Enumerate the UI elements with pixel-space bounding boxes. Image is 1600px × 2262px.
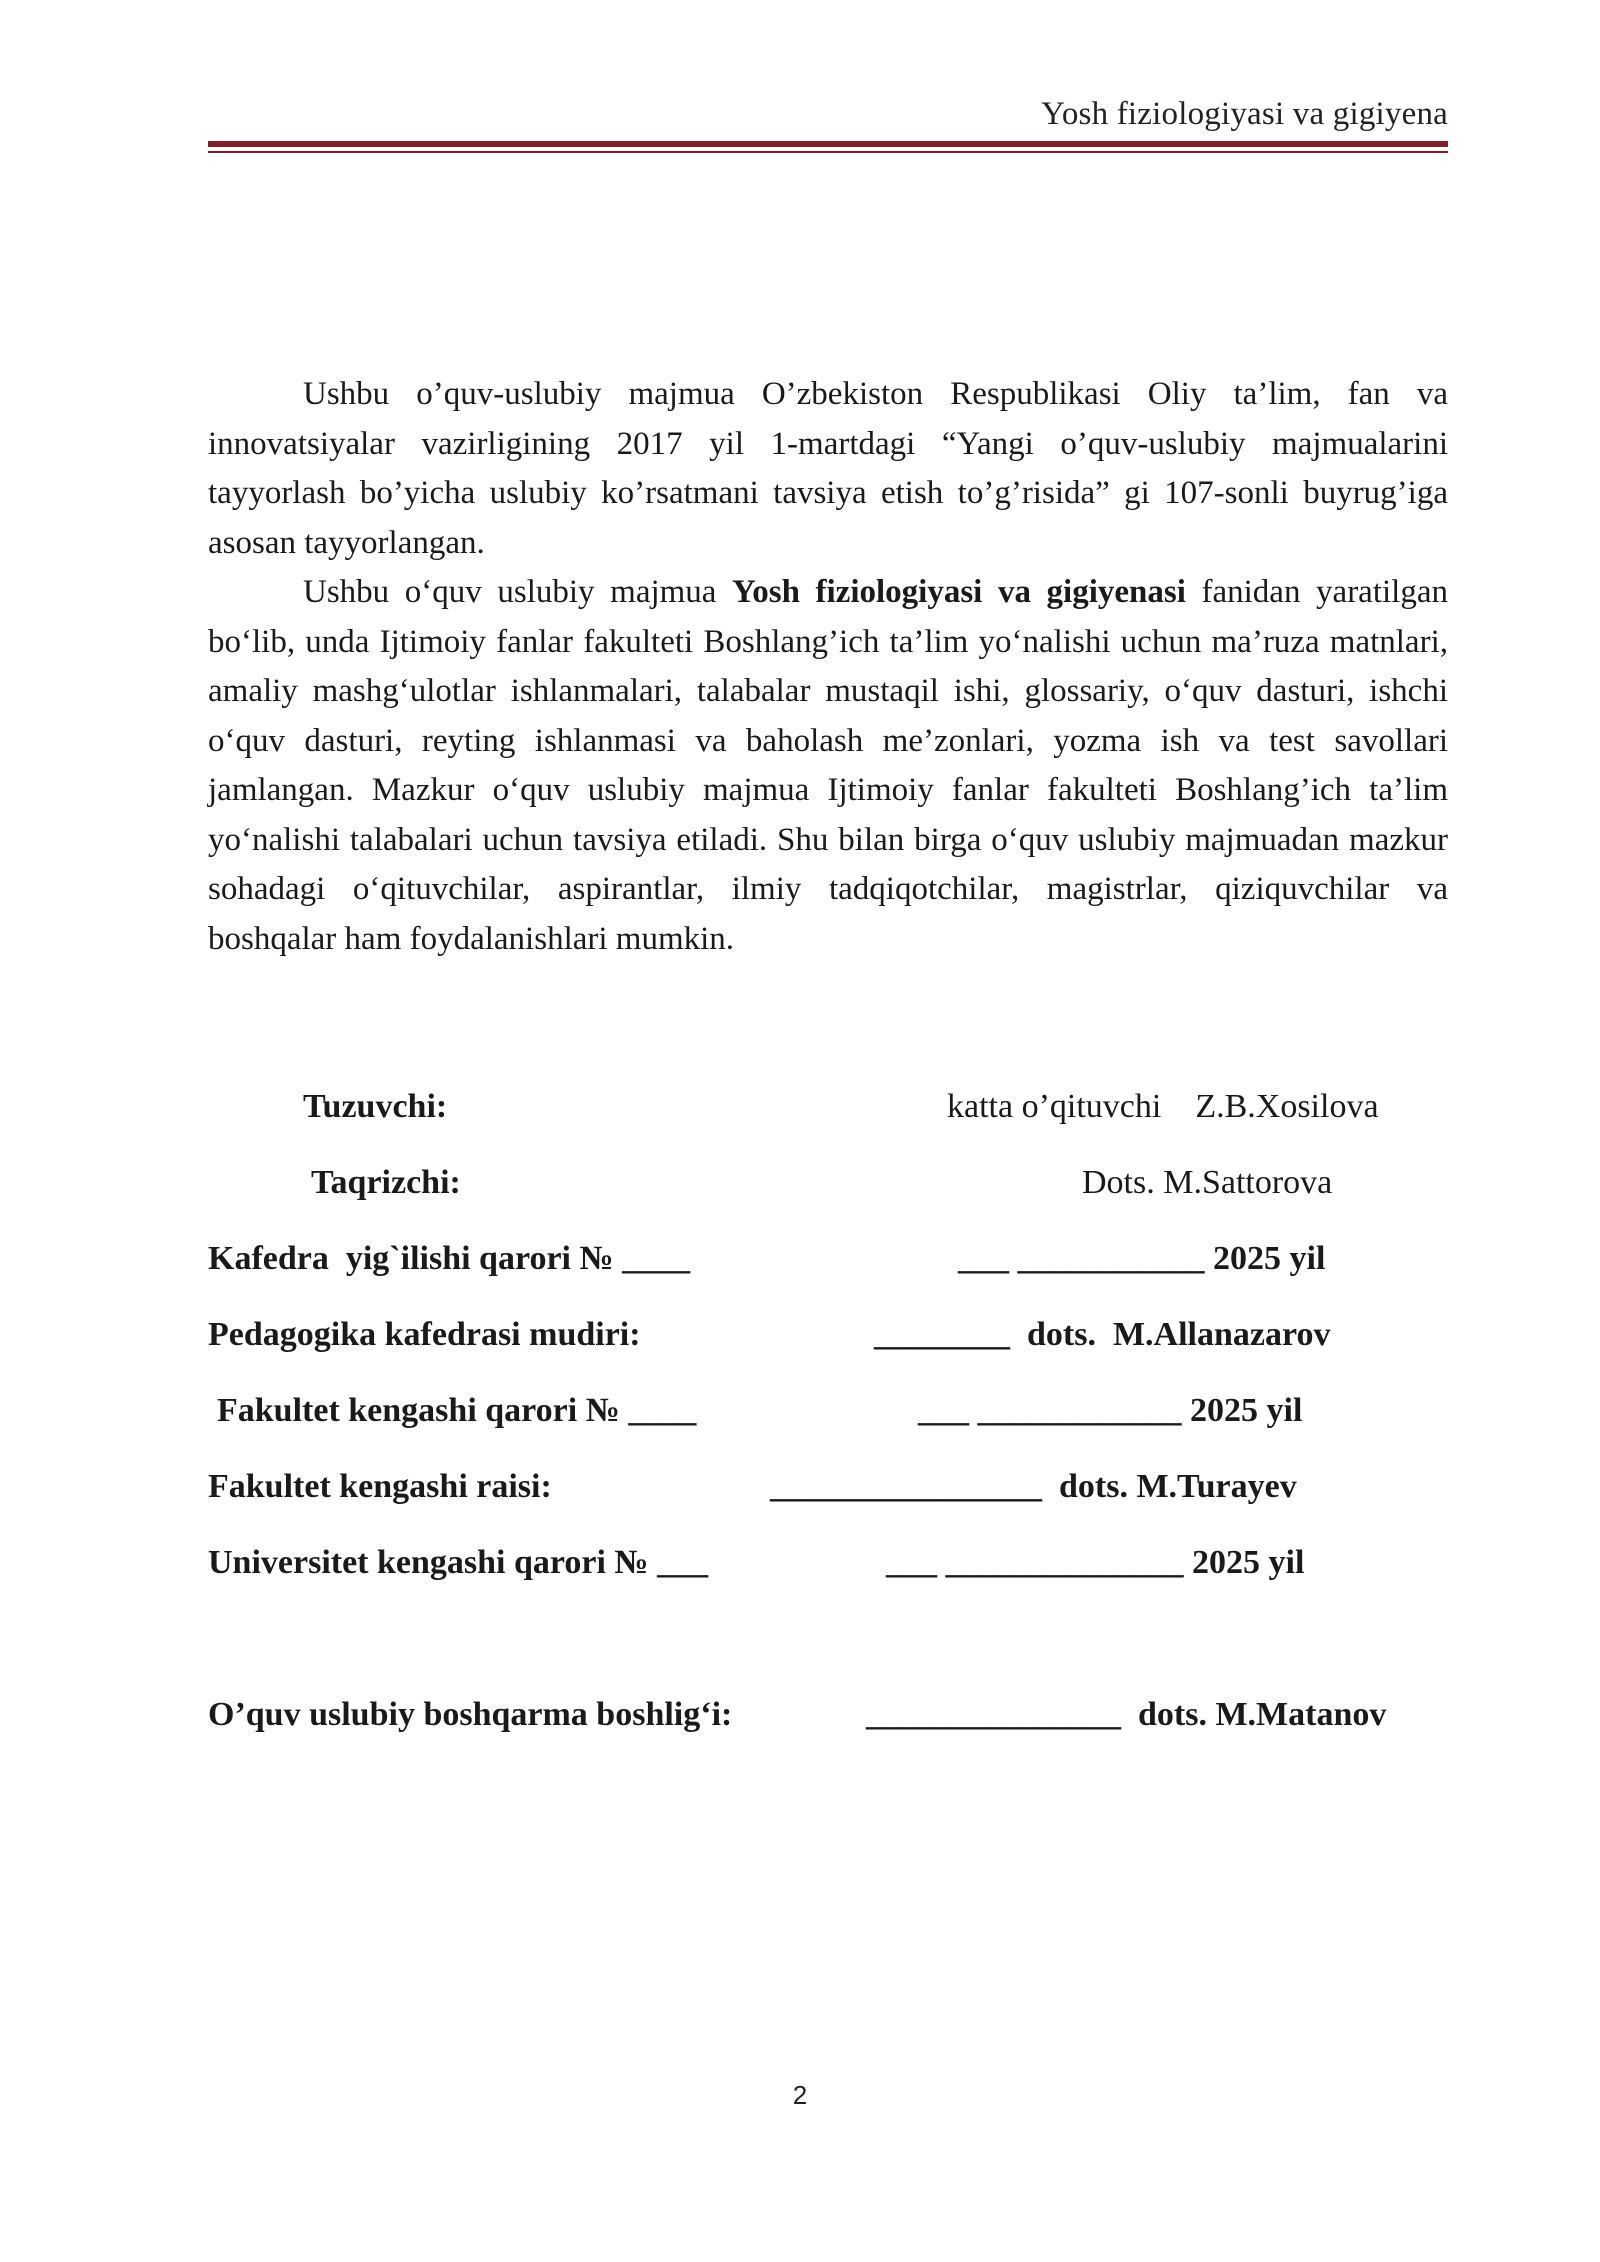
compiler-value: katta o’qituvchi Z.B.Xosilova bbox=[947, 1088, 1379, 1125]
department-head-label: Pedagogika kafedrasi mudiri: bbox=[208, 1316, 641, 1353]
faculty-chair-label: Fakultet kengashi raisi: bbox=[208, 1468, 552, 1505]
reviewer-label: Taqrizchi: bbox=[311, 1164, 461, 1201]
header-rule-thin bbox=[208, 151, 1448, 153]
edu-department-head-value: _______________ dots. M.Matanov bbox=[866, 1696, 1387, 1733]
header-rule-thick bbox=[208, 141, 1448, 147]
department-meeting-value: ___ ___________ 2025 yil bbox=[958, 1240, 1326, 1277]
course-title-bold: Yosh fiziologiyasi va gigiyenasi bbox=[732, 574, 1186, 610]
edu-department-head-label: O’quv uslubiy boshqarma boshlig‘i: bbox=[208, 1696, 733, 1733]
paragraph-2-end: fanidan yaratilgan bo‘lib, unda Ijtimoiy fanlar fakulteti Boshlang’ich ta’lim yo‘nalishi uchun ma’ruza matnlari, amaliy mashg‘ulotlar ishlanmalari, talabalar mustaqil ishi, glossariy, o‘quv dasturi, ishchi o‘quv dasturi, reyting ishlanmasi va baholash me’zonlari, yozma ish va test savollari jamlangan. Mazkur o‘quv uslubiy majmua Ijtimoiy fanlar fakulteti Boshlang’ich ta’lim yo‘nalishi talabalari uchun tavsiya etiladi. Shu bilan birga o‘quv uslubiy majmuadan mazkur sohadagi o‘qituvchilar, aspirantlar, ilmiy tadqiqotchilar, magistrlar, qiziquvchilar va boshqalar ham foydalanishlari mumkin. bbox=[208, 574, 1448, 957]
department-head-value: ________ dots. M.Allanazarov bbox=[874, 1316, 1331, 1353]
compiler-label: Tuzuvchi: bbox=[303, 1088, 448, 1125]
body-text bbox=[208, 370, 1448, 964]
university-council-value: ___ ______________ 2025 yil bbox=[886, 1544, 1305, 1581]
reviewer-value: Dots. M.Sattorova bbox=[1082, 1164, 1333, 1201]
paragraph-1: Ushbu o’quv-uslubiy majmua O’zbekiston Respublikasi Oliy ta’lim, fan va innovatsiyalar vazirligining 2017 yil 1-martdagi “Yangi o’quv-uslubiy majmualarini tayyorlash bo’yicha uslubiy ko’rsatmani tavsiya etish to’g’risida” gi 107-sonli buyrug’iga asosan tayyorlangan. bbox=[208, 376, 1448, 561]
faculty-council-label: Fakultet kengashi qarori № ____ bbox=[217, 1392, 697, 1429]
paragraph-2-start: Ushbu o‘quv uslubiy majmua bbox=[303, 574, 733, 610]
faculty-council-value: ___ ____________ 2025 yil bbox=[918, 1392, 1303, 1429]
page-number: 2 bbox=[792, 2080, 808, 2110]
department-meeting-label: Kafedra yig`ilishi qarori № ____ bbox=[208, 1240, 691, 1277]
running-header-title: Yosh fiziologiyasi va gigiyena bbox=[1041, 96, 1448, 132]
paragraph-2 bbox=[208, 568, 1448, 964]
faculty-chair-value: ________________ dots. M.Turayev bbox=[770, 1468, 1297, 1505]
university-council-label: Universitet kengashi qarori № ___ bbox=[208, 1544, 709, 1581]
